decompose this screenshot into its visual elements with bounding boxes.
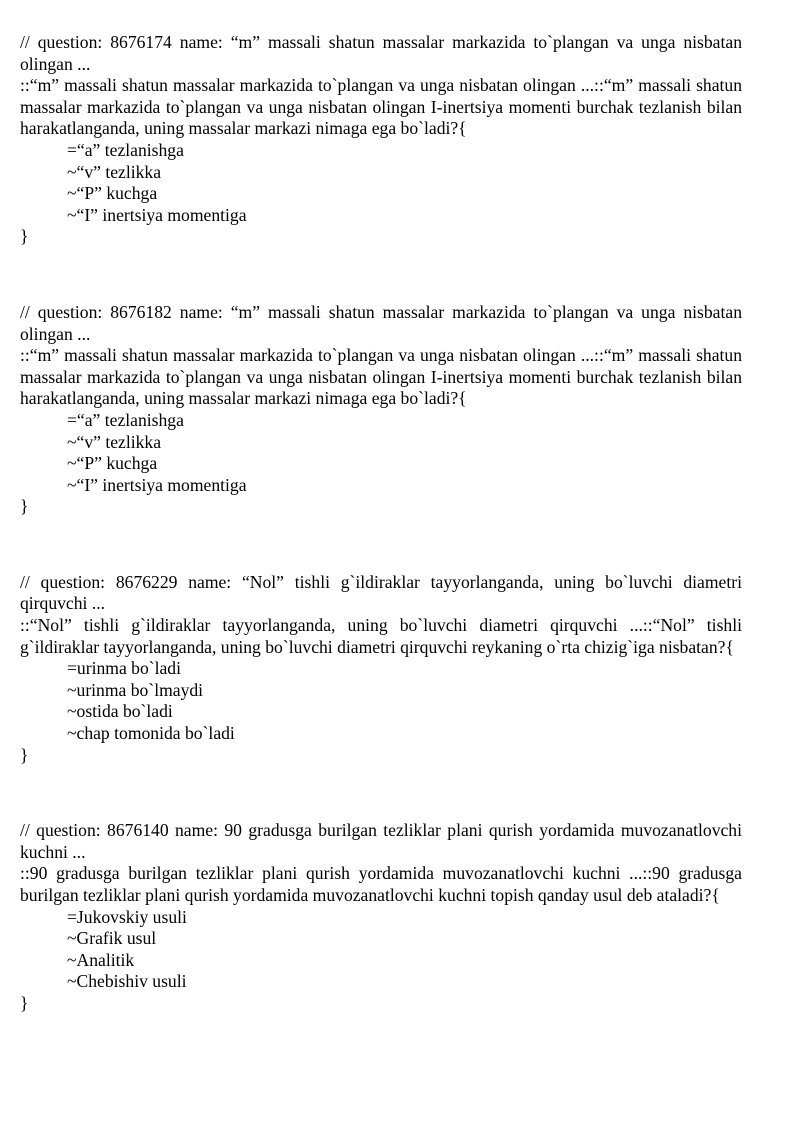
answer-item: ~“P” kuchga xyxy=(67,183,158,204)
answer-item: =Jukovskiy usuli xyxy=(67,906,187,927)
closing-brace: } xyxy=(20,496,29,517)
answer-list xyxy=(20,410,742,496)
question-block-2 xyxy=(20,302,742,518)
answer-list xyxy=(20,140,742,226)
answer-item: =urinma bo`ladi xyxy=(67,658,181,679)
answer-item: ~Chebishiv usuli xyxy=(67,971,187,992)
answer-item: ~“P” kuchga xyxy=(67,453,158,474)
question-header: // question: 8676140 name: 90 gradusga burilgan tezliklar plani qurish yordamida muvozanatlovchi kuchni ... xyxy=(20,820,742,862)
question-header: // question: 8676182 name: “m” massali shatun massalar markazida to`plangan va unga nisbatan olingan ... xyxy=(20,301,742,344)
answer-item: ~“I” inertsiya momentiga xyxy=(67,474,247,495)
question-body: ::“m” massali shatun massalar markazida to`plangan va unga nisbatan olingan ...::“m” massali shatun massalar markazida to`plangan va unga nisbatan olingan I-inertsiya momenti burchak tezlanish bilan harakatlanganda, uning massalar markazi nimaga ega bo`ladi?{ xyxy=(20,75,742,139)
answer-item: ~Grafik usul xyxy=(67,928,157,949)
answer-item: ~urinma bo`lmaydi xyxy=(67,679,204,700)
closing-brace: } xyxy=(20,992,29,1013)
question-body: ::“Nol” tishli g`ildiraklar tayyorlanganda, uning bo`luvchi diametri qirquvchi ...::“Nol” tishli g`ildiraklar tayyorlanganda, uning bo`luvchi diametri qirquvchi reykaning o`rta chizig`iga nisbatan?{ xyxy=(20,615,742,657)
question-header: // question: 8676174 name: “m” massali shatun massalar markazida to`plangan va unga nisbatan olingan ... xyxy=(20,32,742,74)
answer-item: ~ostida bo`ladi xyxy=(67,701,173,722)
closing-brace: } xyxy=(20,744,29,765)
question-block-3 xyxy=(20,572,742,766)
answer-item: ~Analitik xyxy=(67,949,135,970)
question-body: ::“m” massali shatun massalar markazida to`plangan va unga nisbatan olingan ...::“m” massali shatun massalar markazida to`plangan va unga nisbatan olingan I-inertsiya momenti burchak tezlanish bilan harakatlanganda, uning massalar markazi nimaga ega bo`ladi?{ xyxy=(20,345,742,409)
document-page xyxy=(20,32,742,1069)
answer-item: =“a” tezlanishga xyxy=(67,409,184,430)
question-header: // question: 8676229 name: “Nol” tishli g`ildiraklar tayyorlanganda, uning bo`luvchi diametri qirquvchi ... xyxy=(20,571,742,614)
answer-list xyxy=(20,658,742,744)
closing-brace: } xyxy=(20,226,29,247)
answer-list xyxy=(20,907,742,993)
answer-item: =“a” tezlanishga xyxy=(67,139,184,160)
answer-item: ~“v” tezlikka xyxy=(67,161,162,182)
question-block-4 xyxy=(20,820,742,1014)
answer-item: ~“I” inertsiya momentiga xyxy=(67,204,247,225)
question-body: ::90 gradusga burilgan tezliklar plani qurish yordamida muvozanatlovchi kuchni ...::90 gradusga burilgan tezliklar plani qurish yordamida muvozanatlovchi kuchni topish qanday usul deb ataladi?{ xyxy=(20,863,742,905)
answer-item: ~“v” tezlikka xyxy=(67,431,162,452)
answer-item: ~chap tomonida bo`ladi xyxy=(67,723,235,744)
question-block-1 xyxy=(20,32,742,248)
